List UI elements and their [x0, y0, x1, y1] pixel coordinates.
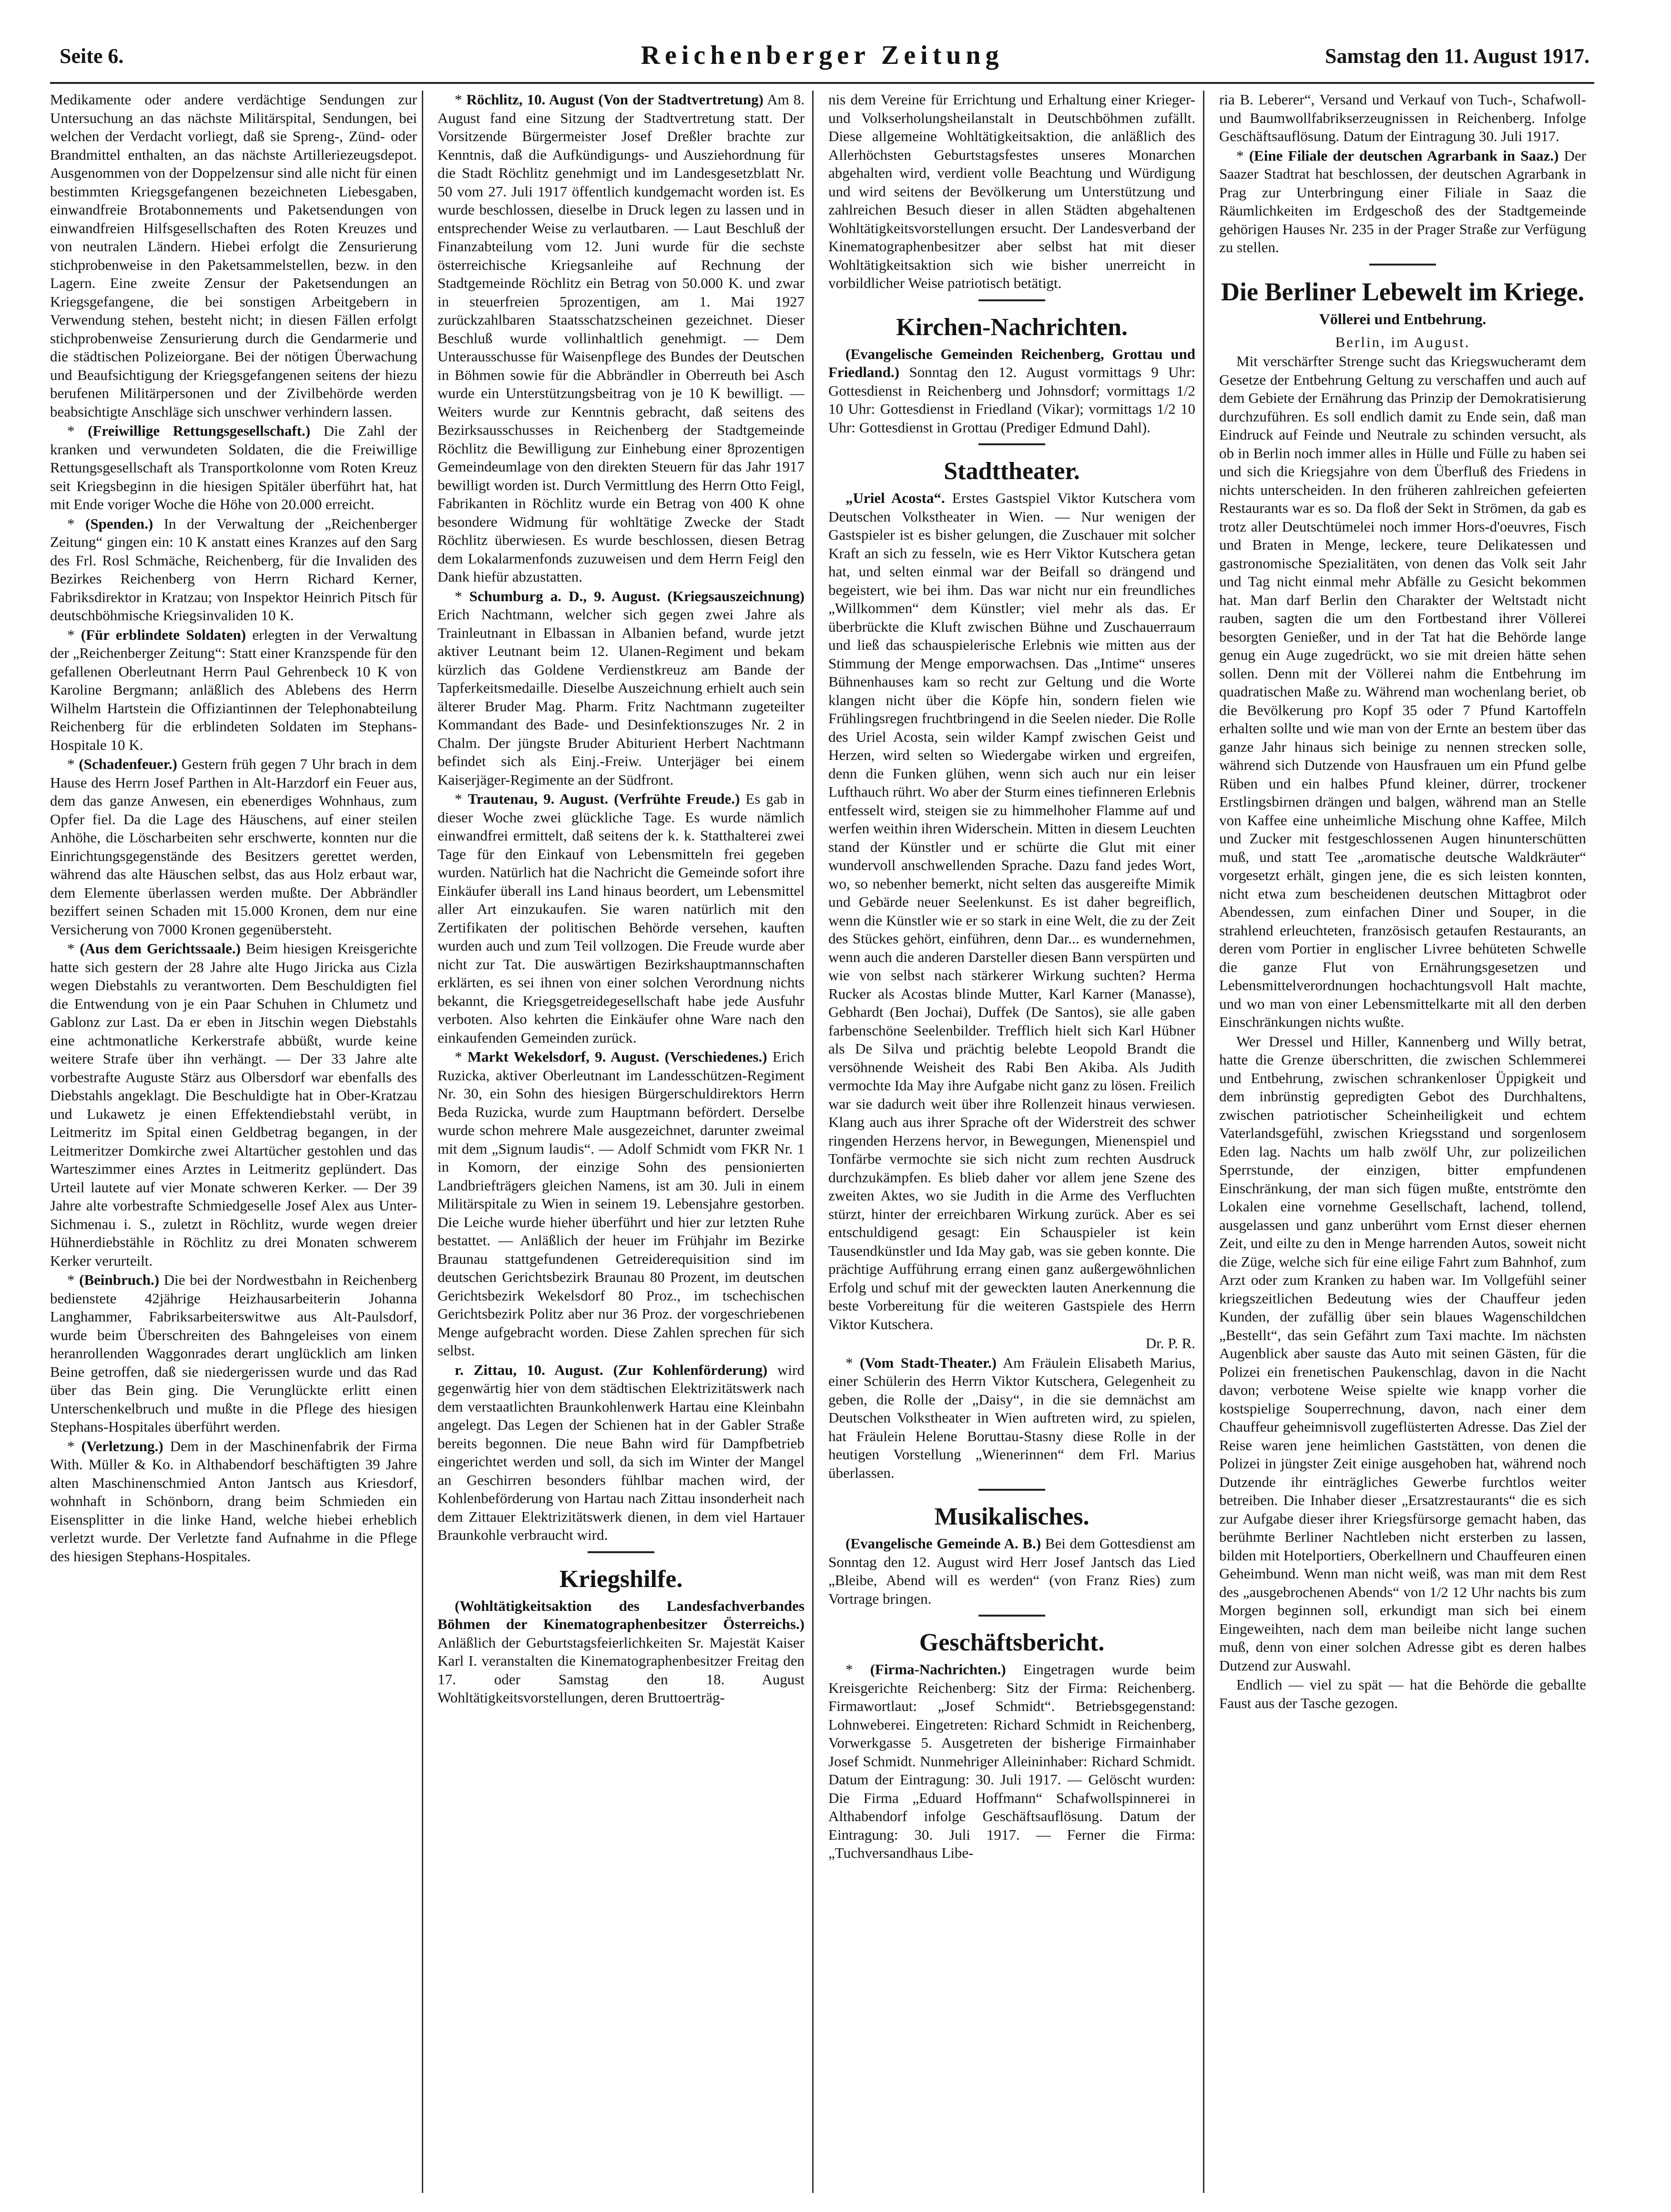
news-item-heading: Schumburg a. D., 9. August. (Kriegsauszeichnung) — [469, 587, 805, 604]
news-item-heading: (Evangelische Gemeinde A. B.) — [846, 1535, 1041, 1552]
column-rule — [422, 91, 423, 2193]
news-item-text: In der Verwaltung der „Reichenberger Zeitung“ gingen ein: 10 K anstatt eines Kranzes auf den Sarg des Frl. Rosl Schmäche, Reichenberg, für die Invaliden des Bezirkes Reichenberg von Herrn Richard Kerner, Fabriksdirektor in Kratzau; von Inspektor Heinrich Pitsch für deutschböhmische Kriegsinvaliden 10 K. — [50, 515, 417, 624]
news-item-heading: Röchlitz, 10. August (Von der Stadtvertretung) — [466, 91, 764, 108]
news-item-heading: (Schadenfeuer.) — [79, 756, 177, 772]
news-item-heading: r. Zittau, 10. August. (Zur Kohlenförderung) — [455, 1361, 768, 1378]
news-item-heading: (Evangelische Gemeinden Reichenberg, Grottau und Friedland.) — [828, 345, 1195, 380]
news-item-heading: Trautenau, 9. August. (Verfrühte Freude.) — [468, 790, 740, 807]
news-item-text: Sonntag den 12. August vormittags 9 Uhr: Gottesdienst in Reichenberg und Johnsdorf; vormittags 1/2 10 Uhr: Gottesdienst in Friedland (Vikar); vormittags 1/2 10 Uhr: Gottesdienst in Grottau (Prediger Edmund Dahl). — [828, 364, 1195, 436]
news-item-beinbruch: * (Beinbruch.) Die bei der Nordwestbahn in Reichenberg bedienstete 42jährige Heizhausarbeiterin Johanna Langhammer, Fabriksarbeiterswitwe aus Alt-Paulsdorf, wurde beim Überschreiten des Bahngeleises von einem heranrollenden Waggonrades derart unglücklich am linken Beine getroffen, daß sie niedergerissen wurde und das Rad über das Bein ging. Die Verunglückte erlitt einen Unterschenkelbruch und mußte in die Pflege des hiesigen Stephans-Hospitales überführt werden. — [50, 1271, 417, 1435]
news-item-wekelsdorf: * Markt Wekelsdorf, 9. August. (Verschiedenes.) Erich Ruzicka, aktiver Oberleutnant im Landesschützen-Regiment Nr. 30, ein Sohn des hiesigen Bürgerschuldirektors Herrn Beda Ruzicka, wurde zum Hauptmann befördert. Derselbe wurde schon mehrere Male ausgezeichnet, darunter zweimal mit dem „Signum laudis“. — Adolf Schmidt vom FKR Nr. 1 in Komorn, der einzige Sohn des pensionierten Landbriefträgers gleichen Namens, ist am 30. Juli in einem Militärspitale zu Wien in seinem 19. Lebensjahre gestorben. Die Leiche wurde hieher überführt und hier zur letzten Ruhe bestattet. — Anläßlich der heuer im Frühjahr im Bezirke Braunau stattgefundenen Getreiderequisition sind im deutschen Gerichtsbezirk Braunau 80 Prozent, im deutschen Gerichtsbezirk Wekelsdorf 80 Proz., im tschechischen Gerichtsbezirk Politz aber nur 36 Proz. der vorgeschriebenen Menge aufgebracht worden. Diese Zahlen sprechen für sich selbst. — [438, 1048, 805, 1359]
section-divider — [978, 1615, 1045, 1617]
news-item-text: Anläßlich der Geburtstagsfeierlichkeiten Sr. Majestät Kaiser Karl I. veranstalten die Kinematographenbesitzer Freitag den 17. oder Samstag den 18. August Wohltätigkeitsvorstellungen, deren Bruttoerträg- — [438, 1634, 805, 1706]
news-item-rettung: * (Freiwillige Rettungsgesellschaft.) Die Zahl der kranken und verwundeten Soldaten, die die Freiwillige Rettungsgesellschaft als Transportkolonne vom Roten Kreuz seit Kriegsbeginn in die hiesigen Spitäler überführt hat, hat mit Ende voriger Woche die Höhe von 20.000 erreicht. — [50, 422, 417, 512]
news-item-blinde-soldaten: * (Für erblindete Soldaten) erlegten in der Verwaltung der „Reichenberger Zeitung“: Statt einer Kranzspende für den gefallenen Oberleutnant Herrn Paul Gehrenbeck 10 K von Karoline Bergmann; anläßlich des Ablebens des Herrn Wilhelm Hartstein die Offiziantinnen der Telephonabteilung Reichenberg für die erblindeten Soldaten im Stephans-Hospitale 10 K. — [50, 626, 417, 753]
column-4 — [1219, 91, 1586, 2188]
news-item-text: Erich Ruzicka, aktiver Oberleutnant im Landesschützen-Regiment Nr. 30, ein Sohn des hiesigen Bürgerschuldirektors Herrn Beda Ruzicka, wurde zum Hauptmann befördert. Derselbe wurde schon mehrere Male ausgezeichnet, darunter zweimal mit dem „Signum laudis“. — Adolf Schmidt vom FKR Nr. 1 in Komorn, der einzige Sohn des pensionierten Landbriefträgers gleichen Namens, ist am 30. Juli in einem Militärspitale zu Wien in seinem 19. Lebensjahre gestorben. Die Leiche wurde hieher überführt und hier zur letzten Ruhe bestattet. — Anläßlich der heuer im Frühjahr im Bezirke Braunau stattgefundenen Getreiderequisition sind im deutschen Gerichtsbezirk Braunau 80 Prozent, im deutschen Gerichtsbezirk Wekelsdorf 80 Proz., im tschechischen Gerichtsbezirk Politz aber nur 36 Proz. der vorgeschriebenen Menge aufgebracht worden. Diese Zahlen sprechen für sich selbst. — [438, 1048, 805, 1359]
news-item-schumburg: * Schumburg a. D., 9. August. (Kriegsauszeichnung) Erich Nachtmann, welcher sich gegen zwei Jahre als Trainleutnant in Elbassan in Albanien befand, wurde jetzt aktiver Leutnant beim 12. Ulanen-Regiment und bekam kürzlich das Goldene Verdienstkreuz am Bande der Tapferkeitsmedaille. Dieselbe Auszeichnung erhielt auch sein älterer Bruder Mag. Pharm. Fritz Nachtmann zugeteilter Kommandant des Bade- und Desinfektionszuges Nr. 2 in Chalm. Der jüngste Bruder Abiturient Herbert Nachtmann befindet sich als Einj.-Freiw. Unterjäger bei einem Kaiserjäger-Regimente an der Südfront. — [438, 587, 805, 788]
section-title-stadttheater: Stadttheater. — [944, 458, 1080, 485]
section-title-musikalisches: Musikalisches. — [934, 1503, 1090, 1530]
section-title-kriegshilfe: Kriegshilfe. — [559, 1565, 683, 1593]
column-rule — [812, 91, 814, 2193]
news-item-kirchen — [828, 345, 1195, 437]
article-paragraph: Endlich — viel zu spät — hat die Behörde die geballte Faust aus der Tasche gezogen. — [1219, 1676, 1586, 1711]
news-item-verletzung: * (Verletzung.) Dem in der Maschinenfabrik der Firma With. Müller & Ko. in Althabendorf beschäftigten 39 Jahre alten Maschinenschmied Anton Jantsch aus Kriesdorf, wohnhaft in Schönborn, drang beim Schmieden ein Eisensplitter in die linke Hand, welche hiebei erheblich verletzt wurde. Der Verletzte fand Aufnahme in die Pflege des hiesigen Stephans-Hospitales. — [50, 1437, 417, 1565]
column-1 — [50, 91, 417, 2188]
article-paragraph: Wer Dressel und Hiller, Kannenberg und Willy betrat, hatte die Grenze überschritten, die zwischen Schlemmerei und Entbehrung, zwischen schrankenloser Üppigkeit und dem inbrünstig gepredigten Gebot des Durchhaltens, zwischen patriotischer Scheinheiligkeit und echtem Vaterlandsgefühl, zwischen Kriegsstand und sorgenlosem Eden lag. Nachts um halb zwölf Uhr, zur polizeilichen Sperrstunde, der einzigen, bitter empfundenen Einschränkung, der man sich fügen mußte, entströmte den Lokalen eine vornehme Gesellschaft, lachend, tollend, ausgelassen und ganz unberührt vom Ernst dieser ehernen Zeit, und eilte zu den in Menge harrenden Autos, soweit nicht die Züge, welche sich für eine eilige Fahrt zum Bahnhof, zum Arzt oder zum Kranken zu haben war. Im Vollgefühl seiner kriegszeitlichen Bedeutung wies der Chauffeur jeden Kunden, der zufällig über sein blaues Wagenschildchen „Bestellt“, das sein Gefährt zum Taxi machte. Im nächsten Augenblick aber sauste das Auto mit seinen Gästen, für die Polizei ein frenetischen Paukenschlag, davon in die Nacht davon; verbotene Weise spielte wie knapp vorher die kostspielige Souperrechnung, davon, nach einer dem Chauffeur geheimnisvoll zugeflüsterten Adresse. Das Ziel der Reise waren jene heimlichen Gaststätten, von denen die Polizei in jüngster Zeit einige ausgehoben hat, während noch Dutzende ihr einträgliches Gewerbe furchtlos weiter betreiben. Die Inhaber dieser „Ersatzrestaurants“ die es sich zur Aufgabe dieser ihrer Kriegsfürsorge gemacht haben, das berühmte Berliner Nachtleben nicht ersterben zu lassen, bilden mit Hotelportiers, Oberkellnern und Chauffeuren einen Geheimbund. Wenn man nicht weiß, was man mit dem Rest des „ausgebrochenen Abends“ von 1/2 12 Uhr nachts bis zum Morgen beginnen soll, erkundigt man sich bei einem Eingeweihten, nach dem man beileibe nicht lange suchen muß, denn von einer solchen Adresse gibt es deren halbes Dutzend zur Auswahl. — [1219, 1033, 1586, 1674]
news-item-text: Bei dem Gottesdienst am Sonntag den 12. August wird Herr Josef Jantsch das Lied „Bleibe, Abend will es werden“ (von Franz Ries) zum Vortrage bringen. — [828, 1535, 1195, 1607]
section-divider — [1369, 264, 1436, 266]
news-item-heading: (Vom Stadt-Theater.) — [860, 1354, 997, 1371]
issue-date: Samstag den 11. August 1917. — [1325, 44, 1589, 68]
article-subtitle: Völlerei und Entbehrung. — [1319, 310, 1487, 328]
news-item-text: Die Zahl der kranken und verwundeten Soldaten, die die Freiwillige Rettungsgesellschaft als Transportkolonne vom Roten Kreuz seit Kriegsbeginn in die hiesigen Spitäler überführt hat, hat mit Ende voriger Woche die Höhe von 20.000 erreicht. — [50, 422, 417, 512]
article-continuation: nis dem Vereine für Errichtung und Erhaltung einer Krieger- und Volkserholungsheilanstalt in Deutschböhmen zufällt. Diese allgemeine Wohltätigkeitsaktion, die anläßlich des Allerhöchsten Geburtstagsfestes unseres Monarchen abgehalten wird, verdient volle Beachtung und Würdigung und wird seitens der Bevölkerung um Unterstützung und zahlreichen Besuch dieser in allen Städten abgehaltenen Wohltätigkeitsvorstellungen ersucht. Der Landesverband der Kinematographenbesitzer aber selbst hat mit dieser Wohltätigkeitsaktion sich wie bisher unerreicht in vorbildlicher Weise patriotisch betätigt. — [828, 91, 1195, 291]
news-item-roechlitz: * Röchlitz, 10. August (Von der Stadtvertretung) Am 8. August fand eine Sitzung der Stadtvertretung statt. Der Vorsitzende Bürgermeister Josef Dreßler brachte zur Kenntnis, daß die Aufkündigungs- und Ausziehordnung für die Stadt Röchlitz genehmigt und im Landesgesetzblatt Nr. 50 vom 27. Juli 1917 öffentlich kundgemacht worden ist. Es wurde beschlossen, dieselbe in Druck legen zu lassen und in entsprechender Weise zu verlautbaren. — Laut Beschluß der Finanzabteilung vom 12. Juni wurde für die sechste österreichische Kriegsanleihe auf Rechnung der Stadtgemeinde Röchlitz ein Betrag von 50.000 K. und zwar in steuerfreien 5prozentigen, am 1. Mai 1927 zurückzahlbaren Staatsschatzscheinen gezeichnet. Dieser Beschluß wurde vollinhaltlich genehmigt. — Dem Unterausschusse für Waisenpflege des Bundes der Deutschen in Böhmen sowie für die Abbrändler in Oberreuth bei Asch wurde ein Unterstützungsbeitrag von je 10 K bewilligt. — Weiters wurde zur Kenntnis gebracht, daß seitens des Bezirksausschusses in Reichenberg der Stadtgemeinde Röchlitz die Bewilligung zur Einhebung einer 8prozentigen Gemeindeumlage von den direkten Steuern für das Jahr 1917 bewilligt worden ist. Durch Vermittlung des Herrn Otto Feigl, Fabrikanten in Röchlitz wurde ein Betrag von 400 K ohne besondere Widmung für wohltätige Zwecke der Stadt Röchlitz überwiesen. Es wurde beschlossen, diesen Betrag dem Lokalarmenfonds zuzuweisen und dem Herrn Feigl den Dank hiefür abzustatten. — [438, 91, 805, 585]
section-divider — [978, 1489, 1045, 1491]
page-number: Seite 6. — [60, 44, 124, 68]
news-item-firma: * (Firma-Nachrichten.) Eingetragen wurde beim Kreisgerichte Reichenberg: Sitz der Firma: Reichenberg. Firmawortlaut: „Josef Schmidt“. Betriebsgegenstand: Lohnweberei. Eingetreten: Richard Schmidt in Reichenberg, Vorwerkgasse 5. Ausgetreten der bisherige Firmainhaber Josef Schmidt. Nunmehriger Alleininhaber: Richard Schmidt. Datum der Eintragung: 30. Juli 1917. — Gelöscht wurden: Die Firma „Eduard Hoffmann“ Schafwollspinnerei in Althabendorf infolge Geschäftsauflösung. Datum der Eintragung: 30. Juli 1917. — Ferner die Firma: „Tuchversandhaus Libe- — [828, 1661, 1195, 1861]
article-dateline: Berlin, im August. — [1335, 333, 1470, 350]
news-item-filiale: * (Eine Filiale der deutschen Agrarbank in Saaz.) Der Saazer Stadtrat hat beschlossen, der deutschen Agrarbank in Prag zur Unterbringung einer Filiale in Saaz die Räumlichkeiten im Erdgeschoß des der Stadtgemeinde gehörigen Hauses Nr. 235 in der Prager Straße zur Verfügung zu stellen. — [1219, 147, 1586, 256]
news-item-kriegshilfe — [438, 1597, 805, 1707]
news-item-text: Eingetragen wurde beim Kreisgerichte Reichenberg: Sitz der Firma: Reichenberg. Firmawortlaut: „Josef Schmidt“. Betriebsgegenstand: Lohnweberei. Eingetreten: Richard Schmidt in Reichenberg, Vorwerkgasse 5. Ausgetreten der bisherige Firmainhaber Josef Schmidt. Nunmehriger Alleininhaber: Richard Schmidt. Datum der Eintragung: 30. Juli 1917. — Gelöscht wurden: Die Firma „Eduard Hoffmann“ Schafwollspinnerei in Althabendorf infolge Geschäftsauflösung. Datum der Eintragung: 30. Juli 1917. — Ferner die Firma: „Tuchversandhaus Libe- — [828, 1661, 1195, 1861]
news-item-heading: (Beinbruch.) — [79, 1271, 160, 1288]
news-item-text: Gestern früh gegen 7 Uhr brach in dem Hause des Herrn Josef Parthen in Alt-Harzdorf ein Feuer aus, dem das ganze Anwesen, ein ebenerdiges Wohnhaus, zum Opfer fiel. Da die Lage des Häuschens, auf einer steilen Anhöhe, die Löscharbeiten sehr erschwerte, konnten nur die Einrichtungsgegenstände des Besitzers gerettet werden, während das alte Häuschen selbst, das aus Holz erbaut war, dem Elemente überlassen werden mußte. Der Abbrändler beziffert seinen Schaden mit 15.000 Kronen, dem nur eine Versicherung von 7000 Kronen gegenübersteht. — [50, 756, 417, 938]
article-continuation: ria B. Leberer“, Versand und Verkauf von Tuch-, Schafwoll- und Baumwollfabrikserzeugnissen in Reichenberg. Infolge Geschäftsauflösung. Datum der Eintragung 30. Juli 1917. — [1219, 91, 1586, 144]
news-item-schadenfeuer: * (Schadenfeuer.) Gestern früh gegen 7 Uhr brach in dem Hause des Herrn Josef Parthen in Alt-Harzdorf ein Feuer aus, dem das ganze Anwesen, ein ebenerdiges Wohnhaus, zum Opfer fiel. Da die Lage des Häuschens, auf einer steilen Anhöhe, die Löscharbeiten sehr erschwerte, konnten nur die Einrichtungsgegenstände des Besitzers gerettet werden, während das alte Häuschen selbst, das aus Holz erbaut war, dem Elemente überlassen werden mußte. Der Abbrändler beziffert seinen Schaden mit 15.000 Kronen, dem nur eine Versicherung von 7000 Kronen gegenübersteht. — [50, 756, 417, 938]
news-item-heading: (Eine Filiale der deutschen Agrarbank in Saaz.) — [1249, 147, 1559, 164]
section-divider — [978, 443, 1045, 445]
page-header — [50, 30, 1594, 84]
news-item-text: erlegten in der Verwaltung der „Reichenberger Zeitung“: Statt einer Kranzspende für den gefallenen Oberleutnant Herrn Paul Gehrenbeck 10 K von Karoline Bergmann; anläßlich des Ablebens des Herrn Wilhelm Hartstein die Offiziantinnen der Telephonabteilung Reichenberg für die erblindeten Soldaten im Stephans-Hospitale 10 K. — [50, 626, 417, 753]
news-item-text: Der Saazer Stadtrat hat beschlossen, der deutschen Agrarbank in Prag zur Unterbringung einer Filiale in Saaz die Räumlichkeiten im Erdgeschoß des der Stadtgemeinde gehörigen Hauses Nr. 235 in der Prager Straße zur Verfügung zu stellen. — [1219, 147, 1586, 256]
news-item-text: Es gab in dieser Woche zwei glückliche Tage. Es wurde nämlich einwandfrei ermittelt, daß seitens der k. k. Statthalterei zwei Tage für den Einkauf von Lebensmitteln frei gegeben wurden. Natürlich hat die Nachricht die Gemeinde sofort ihre Einkäufer überall ins Land hinaus beordert, um Lebensmittel aller Art einzukaufen. Sie waren natürlich mit den Zertifikaten der politischen Behörde versehen, kauften wurden auch und zum Teil vollzogen. Die Freude wurde aber nicht zur Tat. Die auswärtigen Bezirkshauptmannschaften erklärten, es sei ihnen von einer solchen Verordnung nichts bekannt, die Kriegsgetreidegesellschaft habe jede Ausfuhr verboten. Also kehrten die Einkäufer ohne Ware nach den einkaufenden Gemeinden zurück. — [438, 790, 805, 1046]
news-item-heading: (Für erblindete Soldaten) — [81, 626, 246, 643]
column-rule — [1203, 91, 1204, 2193]
news-item-heading: (Wohltätigkeitsaktion des Landesfachverbandes Böhmen der Kinematographenbesitzer Österreichs.) — [438, 1597, 805, 1632]
news-item-vom-stadttheater: * (Vom Stadt-Theater.) Am Fräulein Elisabeth Marius, einer Schülerin des Herrn Viktor Kutschera, Gelegenheit zu geben, die Rolle der „Daisy“, in die sie demnächst am Deutschen Volkstheater in Wien auftreten wird, zu spielen, hat Fräulein Helene Boruttau-Stasny diese Rolle in der heutigen Vorstellung „Wienerinnen“ dem Frl. Marius überlassen. — [828, 1354, 1195, 1481]
section-divider — [978, 299, 1045, 301]
news-item-heading: „Uriel Acosta“. — [846, 490, 945, 506]
section-divider — [588, 1551, 654, 1553]
article-continuation: Medikamente oder andere verdächtige Sendungen zur Untersuchung an das nächste Militärspital, Sendungen, bei welchen der Verdacht vorliegt, daß sie Spreng-, Zünd- oder Brandmittel enthalten, an das nächste Artilleriezeugsdepot. Ausgenommen von der Doppelzensur sind alle nicht für einen bestimmten Kriegsgefangenen bezeichneten Liebesgaben, einwandfreie Brotabonnements und Paketsendungen von einwandfreien Hilfsgesellschaften des Roten Kreuzes und von neutralen Ländern. Hiebei erfolgt die Zensurierung stichprobenweise in den Paketsammelstellen, bezw. in den Lagern. Eine zweite Zensur der Paketsendungen an Kriegsgefangene, die bei sonstigen Arbeitgebern in Verwendung stehen, besteht nicht; in diesen Fällen erfolgt stichprobenweise Zensurierung durch die Gendarmerie und die städtischen Polizeiorgane. Bei der nötigen Überwachung und Beaufsichtigung der Kriegsgefangenen seitens der hiezu berufenen Militärpersonen und der Zivilbehörde werden beabsichtigte Anschläge sich unschwer verhindern lassen. — [50, 91, 417, 420]
column-3 — [828, 91, 1195, 2188]
news-item-text: Dem in der Maschinenfabrik der Firma With. Müller & Ko. in Althabendorf beschäftigten 39 Jahre alten Maschinenschmied Anton Jantsch aus Kriesdorf, wohnhaft in Schönborn, drang beim Schmieden ein Eisensplitter in die linke Hand, welche hiebei erheblich verletzt wurde. Der Verletzte fand Aufnahme in die Pflege des hiesigen Stephans-Hospitales. — [50, 1437, 417, 1565]
news-item-text: Am Fräulein Elisabeth Marius, einer Schülerin des Herrn Viktor Kutschera, Gelegenheit zu geben, die Rolle der „Daisy“, in die sie demnächst am Deutschen Volkstheater in Wien auftreten wird, zu spielen, hat Fräulein Helene Boruttau-Stasny diese Rolle in der heutigen Vorstellung „Wienerinnen“ dem Frl. Marius überlassen. — [828, 1354, 1195, 1481]
news-item-text: Erich Nachtmann, welcher sich gegen zwei Jahre als Trainleutnant in Elbassan in Albanien befand, wurde jetzt aktiver Leutnant beim 12. Ulanen-Regiment und bekam kürzlich das Goldene Verdienstkreuz am Bande der Tapferkeitsmedaille. Dieselbe Auszeichnung erhielt auch sein älterer Bruder Mag. Pharm. Fritz Nachtmann zugeteilter Kommandant des Bade- und Desinfektionszuges Nr. 2 in Chalm. Der jüngste Bruder Abiturient Herbert Nachtmann befindet sich als Einj.-Freiw. Unterjäger bei einem Kaiserjäger-Regimente an der Südfront. — [438, 606, 805, 788]
news-item-heading: (Spenden.) — [85, 515, 153, 532]
news-item-heading: (Aus dem Gerichtssaale.) — [80, 940, 241, 957]
news-item-text: Die bei der Nordwestbahn in Reichenberg bedienstete 42jährige Heizhausarbeiterin Johanna Langhammer, Fabriksarbeiterswitwe aus Alt-Paulsdorf, wurde beim Überschreiten des Bahngeleises von einem heranrollenden Waggonrades derart unglücklich am linken Beine getroffen, daß sie niedergerissen wurde und das Rad über das Bein ging. Die Verunglückte erlitt einen Unterschenkelbruch und mußte in die Pflege des hiesigen Stephans-Hospitales überführt werden. — [50, 1271, 417, 1435]
article-title-berliner-lebewelt: Die Berliner Lebewelt im Kriege. — [1221, 277, 1585, 306]
section-title-kirchen: Kirchen-Nachrichten. — [896, 313, 1128, 341]
news-item-text: Erstes Gastspiel Viktor Kutschera vom Deutschen Volkstheater in Wien. — Nur wenigen der Gastspieler ist es bisher gelungen, die Zuschauer mit solcher Kraft an sich zu fesseln, wie es Herr Viktor Kutschera getan hat, und selten einmal war der Beifall so drängend und begeistert, wie bei ihm. Das war nicht nur ein freundliches „Willkommen“ dem Künstler; viel mehr als das. Er überbrückte die Kluft zwischen Bühne und Zuschauerraum und ließ das schauspielerische Erlebnis wie mitten aus der Stimmung der Menge emporwachsen. Das „Intime“ unseres Bühnenhauses kam so recht zur Geltung und die Worte klangen nicht über die Köpfe hin, sondern fielen wie Frühlingsregen fruchtbringend in die Seelen nieder. Die Rolle des Uriel Acosta, sein wilder Kampf zwischen Geist und Herzen, wird selten so Wiedergabe wirken und ergreifen, denn die Funken glühen, wenn sich auch nur ein leiser Lufthauch rührt. Wo aber der Sturm eines tiefinneren Erlebnis entfesselt wird, steigen sie zu himmelhoher Flamme auf und werfen weithin ihren Widerschein. Mitten in diesem Leuchten stand der Künstler und er schürte die Glut mit einer wundervoll anschwellenden Sprache. Dazu fand jedes Wort, wo, so nebenher bemerkt, nicht selten das ausgereifte Mimik und Gebärde neuer Seelenkunst. Es ist daher begreiflich, wenn die Künstler wie er so stark in eine Welt, die zu der Zeit des Stückes gehört, einführen, denn Dar... es wundernehmen, wenn auch die anderen Darsteller diesen Bann verspürten und wie von selbst nach stärkerer Wirkung suchten? Herma Rucker als Acostas blinde Mutter, Karl Karner (Manasse), Gebhardt (Ben Jochai), Duffek (De Santos), sie alle gaben farbenschöne Seelenbilder. Trefflich hielt sich Karl Hübner als De Silva und prächtig belebte Leopold Brandt die versöhnende Weisheit des Rabi Ben Akiba. Als Judith vermochte Ida May ihre Aufgabe nicht ganz zu lösen. Freilich war sie dadurch weit über ihre Rollenzeit hinaus verwiesen. Klang auch aus ihrer Sprache oft der Widerstreit des schwer ringenden Herzens hervor, in Bewegungen, Mienenspiel und Tonfärbe vermochte sie sich nicht zum rechten Ausdruck durchzukämpfen. Es blieb daher vor allem jene Szene des zweiten Aktes, wo sie Judith in die Arme des Verfluchten stürzt, hinter der erreichbaren Wirkung zurück. Aber es sei entschuldigend gesagt: Ein Schauspieler ist kein Tausendkünstler und Ida May gab, was sie geben konnte. Die prächtige Aufführung errang einen ganz außergewöhnlichen Erfolg und schuf mit der geweckten lauten Anerkennung die beste Vorbereitung für die weiteren Gastspiele des Herrn Viktor Kutschera. — [828, 490, 1195, 1332]
column-2 — [438, 91, 805, 2188]
news-item-heading: Markt Wekelsdorf, 9. August. (Verschiedenes.) — [467, 1048, 767, 1065]
news-item-text: wird gegenwärtig hier von dem städtischen Elektrizitätswerk nach dem verstaatlichten Braunkohlenwerk Hartau eine Kleinbahn angelegt. Das Legen der Schienen hat in der Gabler Straße bereits begonnen. Die neue Bahn wird für Dampfbetrieb eingerichtet werden und soll, da sich im Winter der Mangel an Geschirren besonders fühlbar machen wird, der Kohlenbeförderung von Hartau nach Zittau insonderheit nach dem Zittauer Elektrizitätswerk dienen, in dem viel Hartauer Braunkohle verbraucht wird. — [438, 1361, 805, 1543]
article-paragraph: Mit verschärfter Strenge sucht das Kriegswucheramt dem Gesetze der Entbehrung Geltung zu verschaffen und auch auf dem Gebiete der Ernährung das Prinzip der Demokratisierung durchzuführen. Es soll endlich damit zu Ende sein, daß man Eindruck auf Feinde und Neutrale zu schinden versucht, als ob in Berlin noch immer alles in Hülle und Fülle zu haben sei und sich die Kriegsjahre von dem Überfluß des Friedens in nichts unterscheiden. In den früheren zahlreichen gefeierten Restaurants war es so. Da floß der Sekt in Strömen, da gab es trotz aller Deutschtümelei noch immer Hors-d'oeuvres, Fisch und Braten in Menge, leckere, teure Delikatessen und gastronomische Spezialitäten, von denen das Volk seit Jahr und Tag nicht einmal mehr Abfälle zu Gesicht bekommen hat. Man darf Berlin den Charakter der Weltstadt nicht rauben, sagten die um den Fortbestand ihrer Völlerei besorgten Genießer, und in der Tat hat die Behörde lange genug ein Auge zugedrückt, wo sie mit dreien hätte sehen sollen. Denn mit der Völlerei nahm die Entbehrung im quadratischen Maße zu. Während man wochenlang beriet, ob die Bevölkerung pro Kopf 35 oder 7 Pfund Kartoffeln erhalten sollte und wie man von der Ernte an bestem über das ganze Jahr hinaus sich beinige zu nennen strecken solle, während sich Dutzende von Hausfrauen um ein Pfund gelbe Rüben und ein halbes Pfund kleiner, dürrer, trockener Erstlingsbirnen drängen und balgen, während man an Stelle von Kaffee eine unheimliche Mischung ohne Kaffee, Milch und Zucker mit festgeschlossenen Augen hinunterschütten muß, und statt Tee „aromatische deutsche Waldkräuter“ vorgesetzt erhält, gingen jene, die es sich leisten konnten, nicht etwa zum bescheidenen deutschen Mittagbrot oder Abendessen, zum einfachen Diner und Souper, in die strahlend erleuchteten, französisch getaufen Restaurants, an deren vom Portier in englischer Livree behüteten Schwelle die ganze Flut von Ernährungsgesetzen und Lebensmittelverordnungen hochachtungsvoll Halt machte, und wo man von einer Lebensmittelkarte mit all den derben Einschränkungen nichts wußte. — [1219, 353, 1586, 1030]
news-item-heading: (Firma-Nachrichten.) — [870, 1661, 1006, 1678]
news-item-musik — [828, 1535, 1195, 1608]
news-item-text: Am 8. August fand eine Sitzung der Stadtvertretung statt. Der Vorsitzende Bürgermeister Josef Dreßler brachte zur Kenntnis, daß die Aufkündigungs- und Ausziehordnung für die Stadt Röchlitz genehmigt und im Landesgesetzblatt Nr. 50 vom 27. Juli 1917 öffentlich kundgemacht worden ist. Es wurde beschlossen, dieselbe in Druck legen zu lassen und in entsprechender Weise zu verlautbaren. — Laut Beschluß der Finanzabteilung vom 12. Juni wurde für die sechste österreichische Kriegsanleihe auf Rechnung der Stadtgemeinde Röchlitz ein Betrag von 50.000 K. und zwar in steuerfreien 5prozentigen, am 1. Mai 1927 zurückzahlbaren Staatsschatzscheinen gezeichnet. Dieser Beschluß wurde vollinhaltlich genehmigt. — Dem Unterausschusse für Waisenpflege des Bundes der Deutschen in Böhmen sowie für die Abbrändler in Oberreuth bei Asch wurde ein Unterstützungsbeitrag von je 10 K bewilligt. — Weiters wurde zur Kenntnis gebracht, daß seitens des Bezirksausschusses in Reichenberg der Stadtgemeinde Röchlitz die Bewilligung zur Einhebung einer 8prozentigen Gemeindeumlage von den direkten Steuern für das Jahr 1917 bewilligt worden ist. Durch Vermittlung des Herrn Otto Feigl, Fabrikanten in Röchlitz wurde ein Betrag von 400 K ohne besondere Widmung für wohltätige Zwecke der Stadt Röchlitz überwiesen. Es wurde beschlossen, diesen Betrag dem Lokalarmenfonds zuzuweisen und dem Herrn Feigl den Dank hiefür abzustatten. — [438, 91, 805, 585]
news-item-spenden: * (Spenden.) In der Verwaltung der „Reichenberger Zeitung“ gingen ein: 10 K anstatt eines Kranzes auf den Sarg des Frl. Rosl Schmäche, Reichenberg, für die Invaliden des Bezirkes Reichenberg von Herrn Richard Kerner, Fabriksdirektor in Kratzau; von Inspektor Heinrich Pitsch für deutschböhmische Kriegsinvaliden 10 K. — [50, 515, 417, 624]
author-signature: Dr. P. R. — [1145, 1335, 1195, 1352]
news-item-heading: (Verletzung.) — [81, 1437, 163, 1454]
news-item-zittau — [438, 1361, 805, 1545]
news-item-text: Beim hiesigen Kreisgerichte hatte sich gestern der 28 Jahre alte Hugo Jiricka aus Cizla wegen Diebstahls zu verantworten. Dem Beschuldigten fiel die Entwendung von je ein Paar Schuhen in Chlumetz und Gablonz zur Last. Da er eben in Jitschin wegen Diebstahls eine achtmonatliche Kerkerstrafe abbüßt, wurde keine weitere Strafe über ihn verhängt. — Der 33 Jahre alte vorbestrafte Auguste Stärz aus Olbersdorf war ebenfalls des Diebstahls angeklagt. Die Beschuldigte hat in Ober-Kratzau und Lukawetz je einen Effektendiebstahl verübt, in Leitmeritz im Spital einen Geldbetrag begangen, in der Leitmeritzer Domkirche zwei Altartücher gestohlen und das Warteszimmer eines Arztes in Leitmeritz geplündert. Das Urteil lautete auf vier Monate schweren Kerker. — Der 39 Jahre alte vorbestrafte Schmiedgeselle Josef Alex aus Unter-Sichmenau i. S., zuletzt in Röchlitz, wurde wegen dreier Hühnerdiebstähle in Röchlitz zu drei Monaten schwerem Kerker verurteilt. — [50, 940, 417, 1269]
news-item-trautenau: * Trautenau, 9. August. (Verfrühte Freude.) Es gab in dieser Woche zwei glückliche Tage. Es wurde nämlich einwandfrei ermittelt, daß seitens der k. k. Statthalterei zwei Tage für den Einkauf von Lebensmitteln frei gegeben wurden. Natürlich hat die Nachricht die Gemeinde sofort ihre Einkäufer überall ins Land hinaus beordert, um Lebensmittel aller Art einzukaufen. Sie waren natürlich mit den Zertifikaten der politischen Behörde versehen, kauften wurden auch und zum Teil vollzogen. Die Freude wurde aber nicht zur Tat. Die auswärtigen Bezirkshauptmannschaften erklärten, es sei ihnen von einer solchen Verordnung nichts bekannt, die Kriegsgetreidegesellschaft habe jede Ausfuhr verboten. Also kehrten die Einkäufer ohne Ware nach den einkaufenden Gemeinden zurück. — [438, 790, 805, 1046]
newspaper-title: Reichenberger Zeitung — [641, 41, 1004, 70]
section-title-geschaeftsbericht: Geschäftsbericht. — [919, 1629, 1105, 1656]
news-item-gerichtssaal: * (Aus dem Gerichtssaale.) Beim hiesigen Kreisgerichte hatte sich gestern der 28 Jahre alte Hugo Jiricka aus Cizla wegen Diebstahls zu verantworten. Dem Beschuldigten fiel die Entwendung von je ein Paar Schuhen in Chlumetz und Gablonz zur Last. Da er eben in Jitschin wegen Diebstahls eine achtmonatliche Kerkerstrafe abbüßt, wurde keine weitere Strafe über ihn verhängt. — Der 33 Jahre alte vorbestrafte Auguste Stärz aus Olbersdorf war ebenfalls des Diebstahls angeklagt. Die Beschuldigte hat in Ober-Kratzau und Lukawetz je einen Effektendiebstahl verübt, in Leitmeritz im Spital einen Geldbetrag begangen, in der Leitmeritzer Domkirche zwei Altartücher gestohlen und das Warteszimmer eines Arztes in Leitmeritz geplündert. Das Urteil lautete auf vier Monate schweren Kerker. — Der 39 Jahre alte vorbestrafte Schmiedgeselle Josef Alex aus Unter-Sichmenau i. S., zuletzt in Röchlitz, wurde wegen dreier Hühnerdiebstähle in Röchlitz zu drei Monaten schwerem Kerker verurteilt. — [50, 940, 417, 1269]
news-item-uriel-acosta — [828, 489, 1195, 1333]
news-item-heading: (Freiwillige Rettungsgesellschaft.) — [88, 422, 311, 439]
